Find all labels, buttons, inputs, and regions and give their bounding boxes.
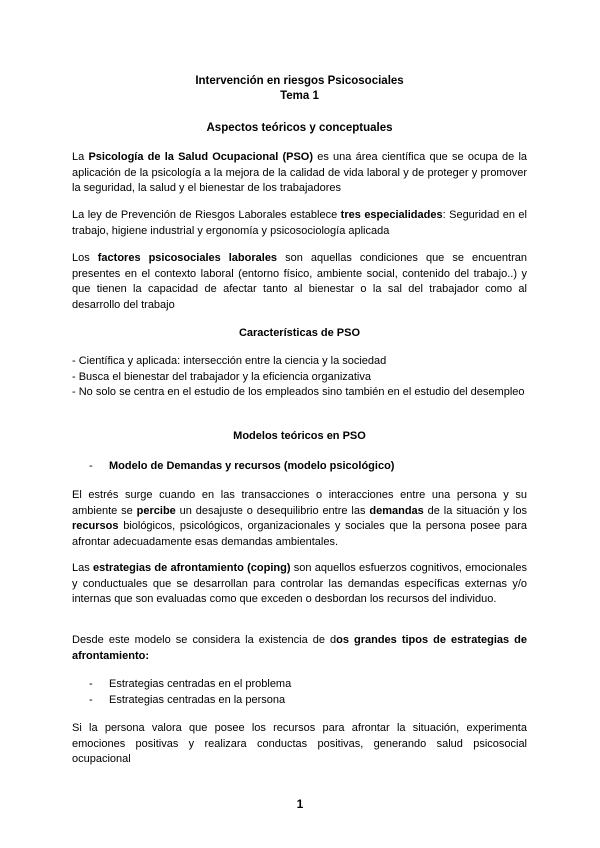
bullet-dash: - [89,678,93,690]
paragraph-prevencion-riesgos: La ley de Prevención de Riesgos Laborales establece tres especialidades: Seguridad en el trabajo, higiene industrial y ergonomía y psicosociología aplicada [72,209,527,237]
estrategia-label: Estrategias centradas en la persona [109,694,286,706]
paragraph-coping: Las estrategias de afrontamiento (coping) son aquellos esfuerzos cognitivos, emocionales y conductuales que se desarrollan para controlar las demandas específicas externas y/o internas que son evaluadas como que exceden o desbordan los recursos del individuo. [72,562,527,605]
bullet-dash: - [89,460,93,472]
paragraph-estres: El estrés surge cuando en las transacciones o interacciones entre una persona y su ambiente se percibe un desajuste o desequilibrio entre las demandas de la situación y los recursos biológicos, psicológicos, organizacionales y sociales que la persona posee para afrontar adecuadamente esas demandas ambientales. [72,489,527,548]
modelos-heading: Modelos teóricos en PSO [233,430,366,442]
document-title: Intervención en riesgos Psicosociales [195,75,404,87]
paragraph-tipos-estrategias: Desde este modelo se considera la existencia de dos grandes tipos de estrategias de afrontamiento: [72,634,527,662]
section-heading: Aspectos teóricos y conceptuales [206,122,393,134]
modelo-label: Modelo de Demandas y recursos (modelo psicológico) [109,460,395,472]
paragraph-factores-psicosociales: Los factores psicosociales laborales son aquellas condiciones que se encuentran presentes en el contexto laboral (entorno físico, ambiente social, contenido del trabajo..) y que tienen la capacidad de afectar tanto al bienestar o la sal del trabajador como al desarrollo del trabajo [72,252,527,311]
paragraph-valoracion-recursos: Si la persona valora que posee los recursos para afrontar la situación, experimenta emociones positivas y realizara conductas positivas, generando salud psicosocial ocupacional [72,722,527,765]
list-item: - No solo se centra en el estudio de los empleados sino también en el estudio del desempleo [72,386,525,398]
list-item: - Busca el bienestar del trabajador y la eficiencia organizativa [72,370,371,383]
document-subtitle: Tema 1 [280,90,319,102]
estrategia-label: Estrategias centradas en el problema [109,678,292,690]
bullet-dash: - [89,694,93,706]
caracteristicas-list [72,354,527,401]
paragraph-pso-definition: La Psicología de la Salud Ocupacional (PSO) es una área científica que se ocupa de la aplicación de la psicología a la mejora de la calidad de vida laboral y de proteger y promover la seguridad, la salud y el bienestar de los trabajadores [72,151,528,194]
caracteristicas-heading: Características de PSO [238,327,361,339]
list-item: - Científica y aplicada: intersección entre la ciencia y la sociedad [72,355,387,367]
page-number: 1 [296,797,304,811]
